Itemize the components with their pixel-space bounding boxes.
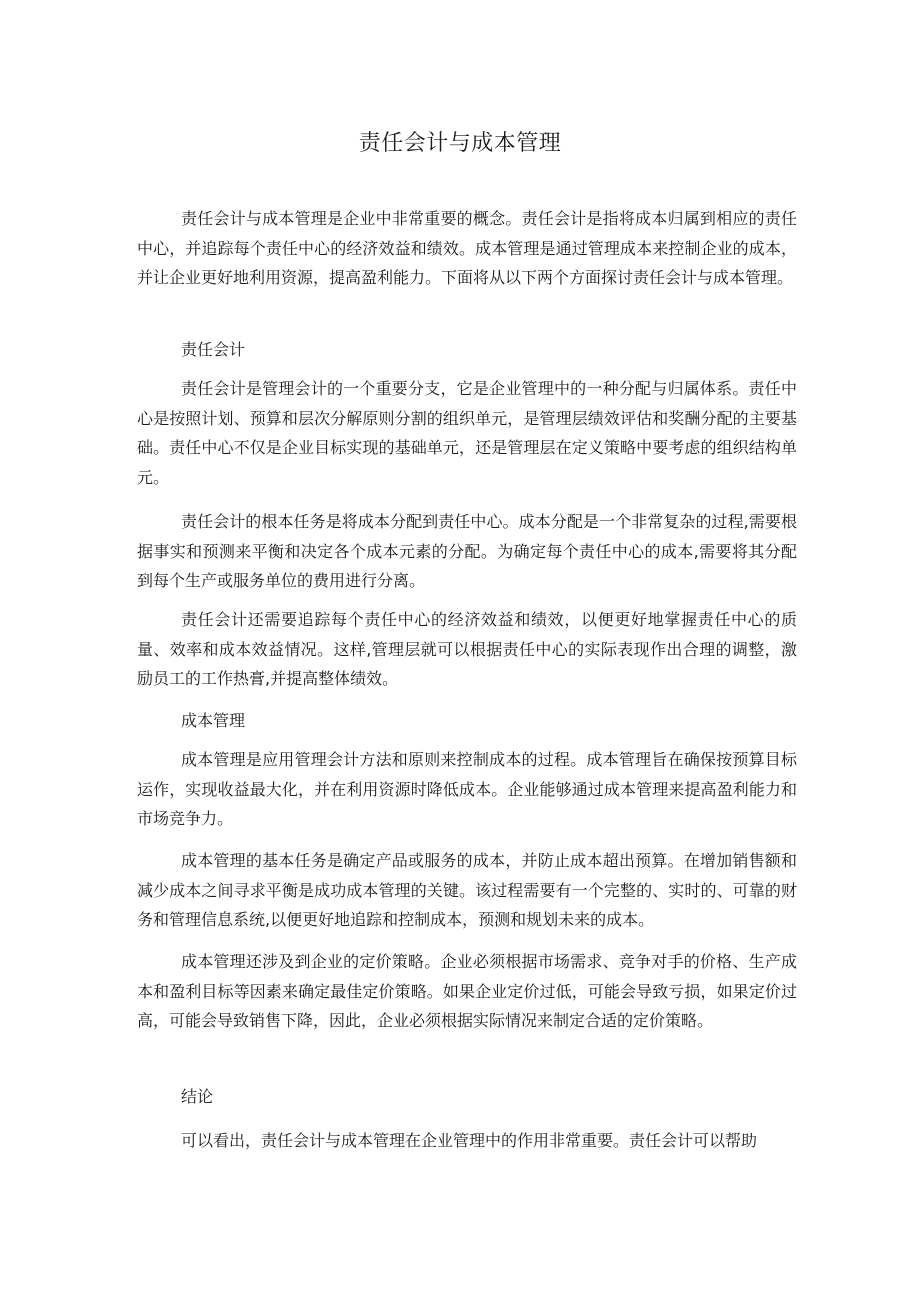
paragraph: 责任会计是管理会计的一个重要分支，它是企业管理中的一种分配与归属体系。责任中心是按照计划、预算和层次分解原则分割的组织单元，是管理层绩效评估和奖酬分配的主要基础。责任中心不仅是企业目标实现的基础单元，还是管理层在定义策略中要考虑的组织结构单元。 bbox=[137, 379, 797, 487]
paragraph: 责任会计还需要追踪每个责任中心的经济效益和绩效，以便更好地掌握责任中心的质量、效率和成本效益情况。这样,管理层就可以根据责任中心的实际表现作出合理的调整，激励员工的工作热膏,并提高整体绩效。 bbox=[137, 610, 797, 688]
intro-paragraph: 责任会计与成本管理是企业中非常重要的概念。责任会计是指将成本归属到相应的责任中心，并追踪每个责任中心的经济效益和绩效。成本管理是通过管理成本来控制企业的成本，并让企业更好地利用资源，提高盈利能力。下面将从以下两个方面探讨责任会计与成本管理。 bbox=[137, 209, 797, 287]
paragraph: 成本管理是应用管理会计方法和原则来控制成本的过程。成本管理旨在确保按预算目标运作，实现收益最大化，并在利用资源时降低成本。企业能够通过成本管理来提高盈利能力和市场竞争力。 bbox=[137, 750, 797, 828]
document-title: 责任会计与成本管理 bbox=[358, 131, 562, 156]
paragraph: 成本管理还涉及到企业的定价策略。企业必须根据市场需求、竞争对手的价格、生产成本和盈利目标等因素来确定最佳定价策略。如果企业定价过低，可能会导致亏损，如果定价过高，可能会导致销售下降，因此，企业必须根据实际情况来制定合适的定价策略。 bbox=[137, 952, 797, 1030]
section-heading-conclusion: 结论 bbox=[181, 1087, 214, 1106]
section-heading-responsibility-accounting: 责任会计 bbox=[181, 340, 246, 359]
paragraph: 责任会计的根本任务是将成本分配到责任中心。成本分配是一个非常复杂的过程,需要根据事实和预测来平衡和决定各个成本元素的分配。为确定每个责任中心的成本,需要将其分配到每个生产或服务单位的费用进行分离。 bbox=[137, 512, 797, 590]
paragraph: 成本管理的基本任务是确定产品或服务的成本，并防止成本超出预算。在增加销售额和减少成本之间寻求平衡是成功成本管理的关键。该过程需要有一个完整的、实时的、可靠的财务和管理信息系统,以便更好地追踪和控制成本，预测和规划未来的成本。 bbox=[137, 851, 797, 929]
paragraph: 可以看出，责任会计与成本管理在企业管理中的作用非常重要。责任会计可以帮助 bbox=[181, 1131, 758, 1150]
section-heading-cost-management: 成本管理 bbox=[181, 711, 246, 730]
